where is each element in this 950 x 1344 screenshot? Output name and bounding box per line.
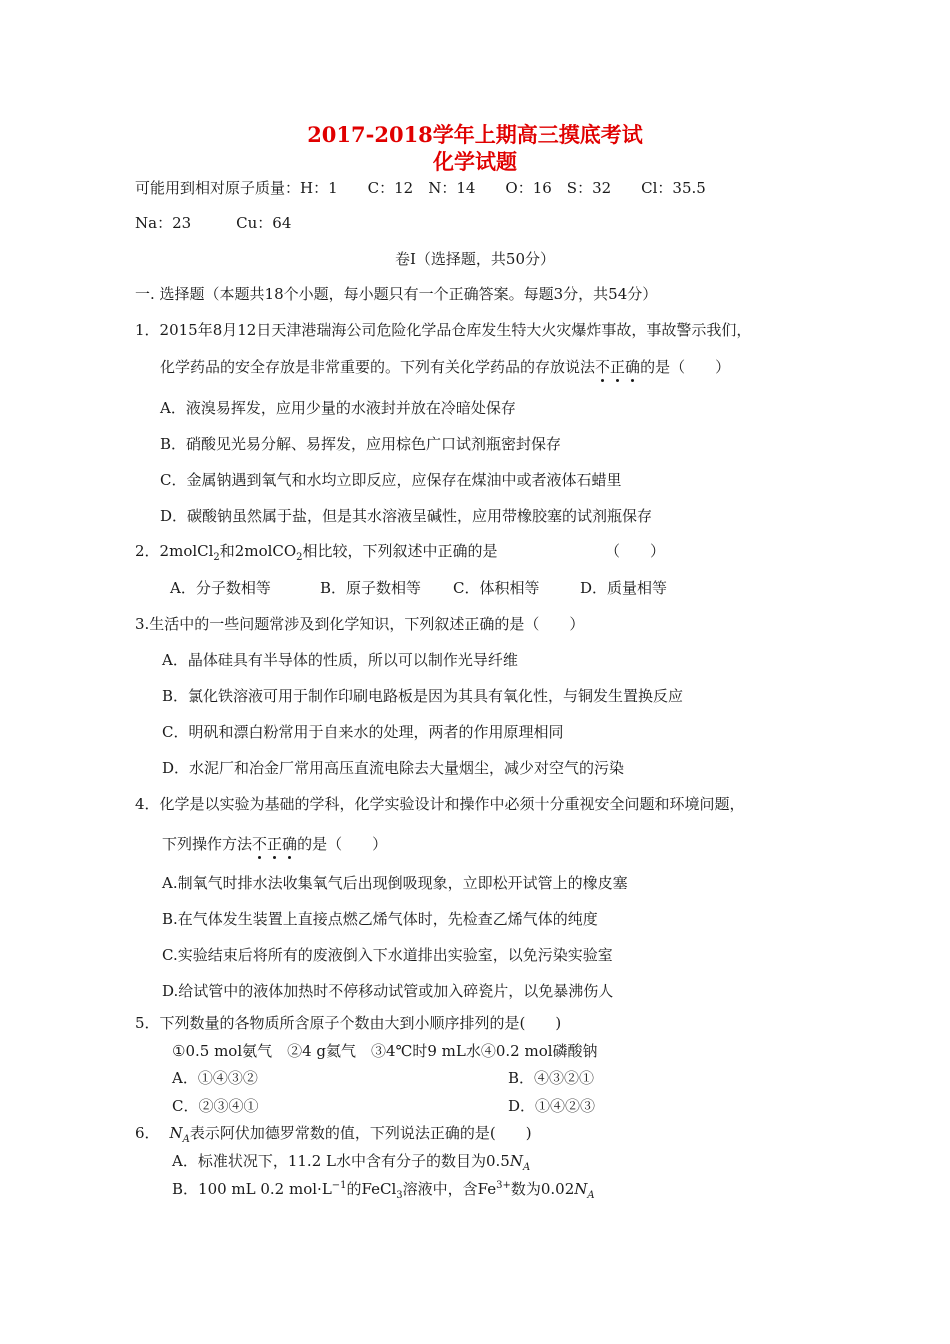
emphasis-dot: 正 (267, 835, 283, 853)
atomic-masses-line-1: 可能用到相对原子质量：H：1 C：12 N：14 O：16 S：32 Cl：35.5 (135, 179, 706, 197)
emphasis-dot: 不 (252, 835, 268, 853)
q2-option-a: A．分子数相等 (170, 579, 271, 597)
q5-option-c: C．②③④① (172, 1097, 259, 1115)
exam-subtitle: 化学试题 (433, 149, 517, 174)
emphasis-dot: 确 (282, 835, 298, 853)
q1-option-c: C．金属钠遇到氧气和水均立即反应，应保存在煤油中或者液体石蜡里 (160, 471, 622, 489)
q4-stem-line-1: 4．化学是以实验为基础的学科，化学实验设计和操作中必须十分重视安全问题和环境问题， (135, 795, 745, 813)
part-heading: 卷Ⅰ（选择题，共50分） (394, 250, 555, 268)
q2-stem: 2．2molCl$_2$和2molCO$_2$相比较，下列叙述中正确的是 (135, 542, 498, 563)
q6-option-a: A．标准状况下，11.2 L水中含有分子的数目为$0.5N_A$ (172, 1152, 531, 1173)
q5-option-a: A．①④③② (172, 1069, 258, 1087)
q6-stem: 6． $N_A$表示阿伏加德罗常数的值，下列说法正确的是( ) (135, 1124, 532, 1145)
q6-option-b: B．100 mL 0.2 $mol\cdot L^{-1}$的FeCl$_3$溶液中，含$Fe^{3+}$数为$0.02N_A$ (172, 1180, 595, 1201)
q1-option-d: D．碳酸钠虽然属于盐，但是其水溶液呈碱性，应用带橡胶塞的试剂瓶保存 (160, 507, 653, 525)
q1-option-a: A．液溴易挥发，应用少量的水液封并放在冷暗处保存 (160, 399, 516, 417)
q1-stem-line-1: 1．2015年8月12日天津港瑞海公司危险化学品仓库发生特大火灾爆炸事故，事故警示我们， (135, 321, 752, 339)
q4-option-d: D.给试管中的液体加热时不停移动试管或加入碎瓷片，以免暴沸伤人 (162, 982, 614, 1000)
q4-option-c: C.实验结束后将所有的废液倒入下水道排出实验室，以免污染实验室 (162, 946, 613, 964)
q3-option-b: B．氯化铁溶液可用于制作印刷电路板是因为其具有氧化性，与铜发生置换反应 (162, 687, 684, 705)
q5-option-d: D．①④②③ (508, 1097, 596, 1115)
q3-option-d: D．水泥厂和冶金厂常用高压直流电除去大量烟尘，减少对空气的污染 (162, 759, 625, 777)
q5-items: ①0.5 mol氨气 ②4 g氦气 ③4℃时9 mL水④0.2 mol磷酸钠 (172, 1042, 598, 1060)
emphasis-dot: 正 (610, 358, 626, 376)
q5-option-b: B．④③②① (508, 1069, 595, 1087)
exam-title: 2017-2018学年上期高三摸底考试 (307, 122, 643, 147)
q2-answer-paren: （ ） (605, 542, 666, 560)
atomic-masses-line-2: Na：23 Cu：64 (135, 214, 292, 232)
section-heading: 一. 选择题（本题共18个小题，每小题只有一个正确答案。每题3分，共54分） (135, 285, 658, 303)
q1-stem-line-2: 化学药品的安全存放是非常重要的。下列有关化学药品的存放说法不正确的是（ ） (160, 358, 731, 376)
emphasis-dot: 确 (625, 358, 641, 376)
q1-option-b: B．硝酸见光易分解、易挥发，应用棕色广口试剂瓶密封保存 (160, 435, 562, 453)
q2-option-d: D．质量相等 (580, 579, 668, 597)
q3-option-a: A．晶体硅具有半导体的性质，所以可以制作光导纤维 (162, 651, 518, 669)
q4-option-a: A.制氧气时排水法收集氧气后出现倒吸现象，立即松开试管上的橡皮塞 (162, 874, 628, 892)
q2-option-b: B．原子数相等 (320, 579, 422, 597)
emphasis-dot: 不 (595, 358, 611, 376)
q5-stem: 5．下列数量的各物质所含原子个数由大到小顺序排列的是( ) (135, 1014, 562, 1032)
q3-stem: 3.生活中的一些问题常涉及到化学知识，下列叙述正确的是（ ） (135, 615, 585, 633)
q3-option-c: C．明矾和漂白粉常用于自来水的处理，两者的作用原理相同 (162, 723, 564, 741)
q4-option-b: B.在气体发生装置上直接点燃乙烯气体时，先检查乙烯气体的纯度 (162, 910, 598, 928)
q4-stem-line-2: 下列操作方法不正确的是（ ） (162, 835, 388, 853)
q2-option-c: C．体积相等 (453, 579, 540, 597)
